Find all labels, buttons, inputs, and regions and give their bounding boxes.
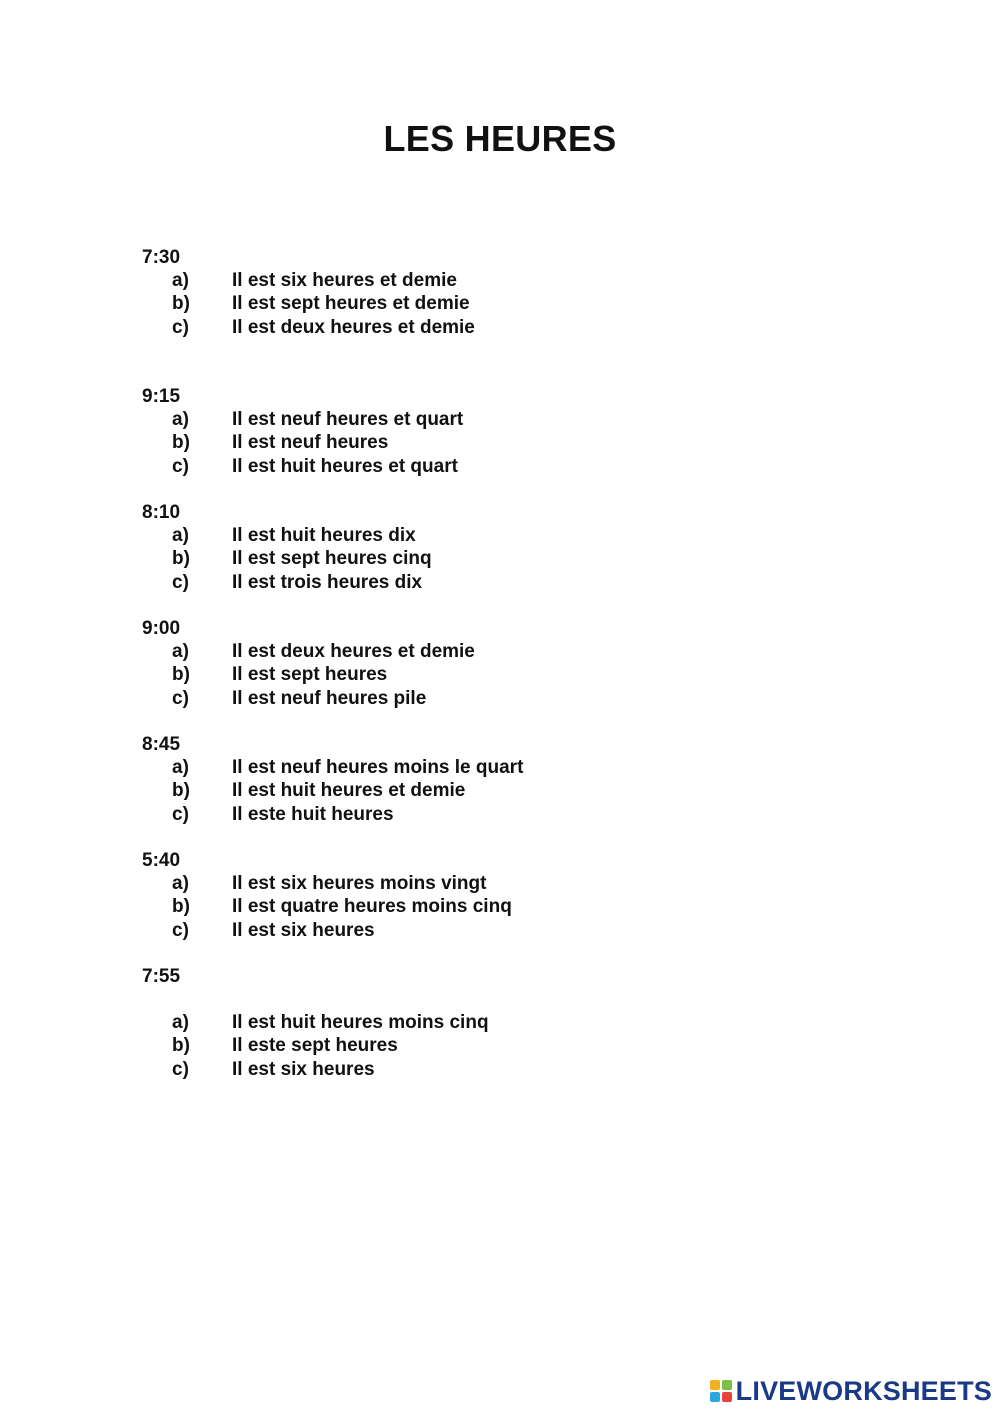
option-text: Il est six heures et demie bbox=[232, 270, 457, 291]
option-text: Il est quatre heures moins cinq bbox=[232, 896, 512, 918]
logo-square-blue bbox=[710, 1392, 720, 1402]
option-text: Il est six heures moins vingt bbox=[232, 873, 487, 894]
page-title: LES HEURES bbox=[383, 118, 617, 159]
option-letter: a) bbox=[172, 1012, 189, 1033]
option-text: Il est trois heures dix bbox=[232, 571, 423, 593]
answer-option[interactable] bbox=[142, 1058, 742, 1081]
question-block bbox=[142, 617, 742, 710]
option-letter: a) bbox=[172, 525, 189, 546]
answer-option[interactable] bbox=[142, 687, 742, 710]
option-letter: a) bbox=[172, 873, 189, 894]
option-letter: c) bbox=[172, 316, 189, 338]
liveworksheets-logo[interactable] bbox=[710, 1376, 992, 1406]
answer-option[interactable] bbox=[142, 269, 742, 292]
spacer bbox=[142, 988, 742, 1011]
option-letter: b) bbox=[172, 548, 190, 570]
question-block bbox=[142, 246, 742, 339]
answer-option[interactable] bbox=[142, 756, 742, 779]
question-block bbox=[142, 385, 742, 478]
answer-option[interactable] bbox=[142, 640, 742, 663]
option-text: Il est neuf heures et quart bbox=[232, 409, 464, 430]
option-text: Il est sept heures bbox=[232, 664, 388, 686]
option-text: Il este huit heures bbox=[232, 803, 394, 825]
question-block bbox=[142, 849, 742, 942]
answer-option[interactable] bbox=[142, 292, 742, 315]
answer-option[interactable] bbox=[142, 1011, 742, 1034]
answer-option[interactable] bbox=[142, 1034, 742, 1057]
answer-option[interactable] bbox=[142, 919, 742, 942]
question-time: 8:10 bbox=[142, 502, 181, 523]
option-letter: b) bbox=[172, 1035, 190, 1057]
liveworksheets-logo-icon bbox=[710, 1380, 732, 1402]
answer-option[interactable] bbox=[142, 455, 742, 478]
answer-option[interactable] bbox=[142, 571, 742, 594]
question-time: 7:30 bbox=[142, 247, 181, 268]
option-text: Il est six heures bbox=[232, 1058, 375, 1080]
option-text: Il est neuf heures bbox=[232, 432, 389, 454]
question-time: 9:15 bbox=[142, 386, 181, 407]
question-block bbox=[142, 501, 742, 594]
option-letter: a) bbox=[172, 641, 189, 662]
answer-option[interactable] bbox=[142, 316, 742, 339]
option-letter: c) bbox=[172, 919, 189, 941]
option-letter: b) bbox=[172, 432, 190, 454]
option-text: Il est sept heures et demie bbox=[232, 293, 470, 315]
option-letter: a) bbox=[172, 270, 189, 291]
option-letter: a) bbox=[172, 409, 189, 430]
option-text: Il est six heures bbox=[232, 919, 375, 941]
option-letter: c) bbox=[172, 803, 189, 825]
option-text: Il est huit heures moins cinq bbox=[232, 1012, 489, 1033]
question-block bbox=[142, 733, 742, 826]
option-letter: b) bbox=[172, 780, 190, 802]
option-letter: a) bbox=[172, 757, 189, 778]
option-text: Il est sept heures cinq bbox=[232, 548, 432, 570]
option-text: Il este sept heures bbox=[232, 1035, 398, 1057]
logo-square-yellow bbox=[710, 1380, 720, 1390]
logo-square-red bbox=[722, 1392, 732, 1402]
option-text: Il est deux heures et demie bbox=[232, 316, 475, 338]
answer-option[interactable] bbox=[142, 663, 742, 686]
answer-option[interactable] bbox=[142, 895, 742, 918]
option-letter: c) bbox=[172, 1058, 189, 1080]
answer-option[interactable] bbox=[142, 803, 742, 826]
answer-option[interactable] bbox=[142, 524, 742, 547]
logo-text: LIVEWORKSHEETS bbox=[735, 1375, 992, 1406]
option-letter: c) bbox=[172, 455, 189, 477]
option-letter: c) bbox=[172, 571, 189, 593]
option-letter: b) bbox=[172, 664, 190, 686]
option-letter: b) bbox=[172, 896, 190, 918]
question-time: 7:55 bbox=[142, 966, 181, 987]
answer-option[interactable] bbox=[142, 408, 742, 431]
option-text: Il est huit heures et quart bbox=[232, 455, 458, 477]
option-text: Il est neuf heures moins le quart bbox=[232, 757, 524, 778]
question-time: 8:45 bbox=[142, 734, 181, 755]
option-text: Il est huit heures dix bbox=[232, 525, 416, 546]
question-time: 9:00 bbox=[142, 618, 181, 639]
option-letter: c) bbox=[172, 687, 189, 709]
option-text: Il est deux heures et demie bbox=[232, 641, 475, 662]
option-text: Il est neuf heures pile bbox=[232, 687, 427, 709]
logo-square-green bbox=[722, 1380, 732, 1390]
option-text: Il est huit heures et demie bbox=[232, 780, 466, 802]
answer-option[interactable] bbox=[142, 547, 742, 570]
question-block bbox=[142, 965, 742, 1081]
answer-option[interactable] bbox=[142, 431, 742, 454]
answer-option[interactable] bbox=[142, 872, 742, 895]
answer-option[interactable] bbox=[142, 779, 742, 802]
option-letter: b) bbox=[172, 293, 190, 315]
question-time: 5:40 bbox=[142, 850, 181, 871]
